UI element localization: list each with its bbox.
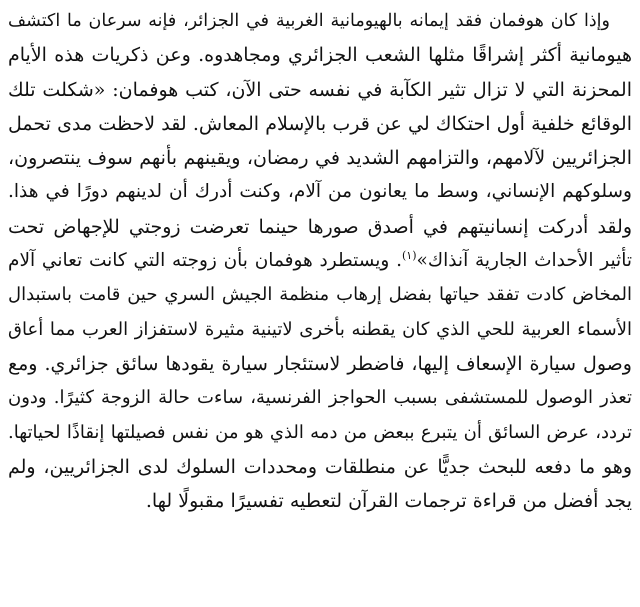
text-line-8 (8, 244, 632, 278)
text-line-2: هيومانية أكثر إشراقًا مثلها الشعب الجزائري ومجاهدوه. وعن ذكريات هذه الأيام (8, 44, 632, 67)
footnote-marker[interactable]: (١) (402, 248, 417, 262)
text-line-7: ولقد أدركت إنسانيتهم في أصدق صورها حينما تعرضت زوجتي للإجهاض تحت (8, 215, 632, 238)
quote-end-text: تأثير الأحداث الجارية آنذاك» (416, 250, 632, 272)
document-body (8, 4, 632, 518)
text-line-1: وإذا كان هوفمان فقد إيمانه بالهيومانية الغربية في الجزائر، فإنه سرعان ما اكتشف (8, 11, 610, 31)
text-line-15: يجد أفضل من قراءة ترجمات القرآن لتعطيه تفسيرًا مقبولًا لها. (145, 490, 632, 513)
text-line-13: تردد، عرض السائق أن يتبرع ببعض من دمه الذي هو من نفس فصيلتها إنقاذًا لحياتها. (8, 421, 632, 443)
text-line-4: الوقائع خلفية أول احتكاك لي عن قرب بالإسلام المعاش. لقد لاحظت مدى تحمل (8, 112, 632, 135)
text-line-14: وهو ما دفعه للبحث جديًّا عن منطلقات ومحددات السلوك لدى الجزائريين، ولم (8, 455, 632, 478)
text-line-3: المحزنة التي لا تزال تثير الكآبة في نفسه حتى الآن، كتب هوفمان: «شكلت تلك (8, 78, 632, 101)
text-line-6: وسلوكهم الإنساني، وسط ما يعانون من آلام، وكنت أدرك أن لدينهم دورًا في هذا. (8, 181, 632, 203)
text-line-9: المخاض كادت تفقد حياتها بفضل إرهاب منظمة الجيش السري حين قامت باستبدال (8, 284, 632, 306)
text-line-10: الأسماء العربية للحي الذي كان يقطنه بأخرى لاتينية مثيرة لاستفزاز العرب مما أعاق (8, 318, 632, 340)
continuation-text: . ويستطرد هوفمان بأن زوجته التي كانت تعاني آلام (8, 250, 402, 272)
text-line-5: الجزائريين لآلامهم، والتزامهم الشديد في رمضان، ويقينهم بأنهم سوف ينتصرون، (8, 147, 632, 170)
text-line-11: وصول سيارة الإسعاف إليها، فاضطر لاستئجار سيارة يقودها سائق جزائري. ومع (8, 352, 632, 375)
text-line-12: تعذر الوصول للمستشفى بسبب الحواجز الفرنسية، ساءت حالة الزوجة كثيرًا. ودون (8, 387, 632, 409)
